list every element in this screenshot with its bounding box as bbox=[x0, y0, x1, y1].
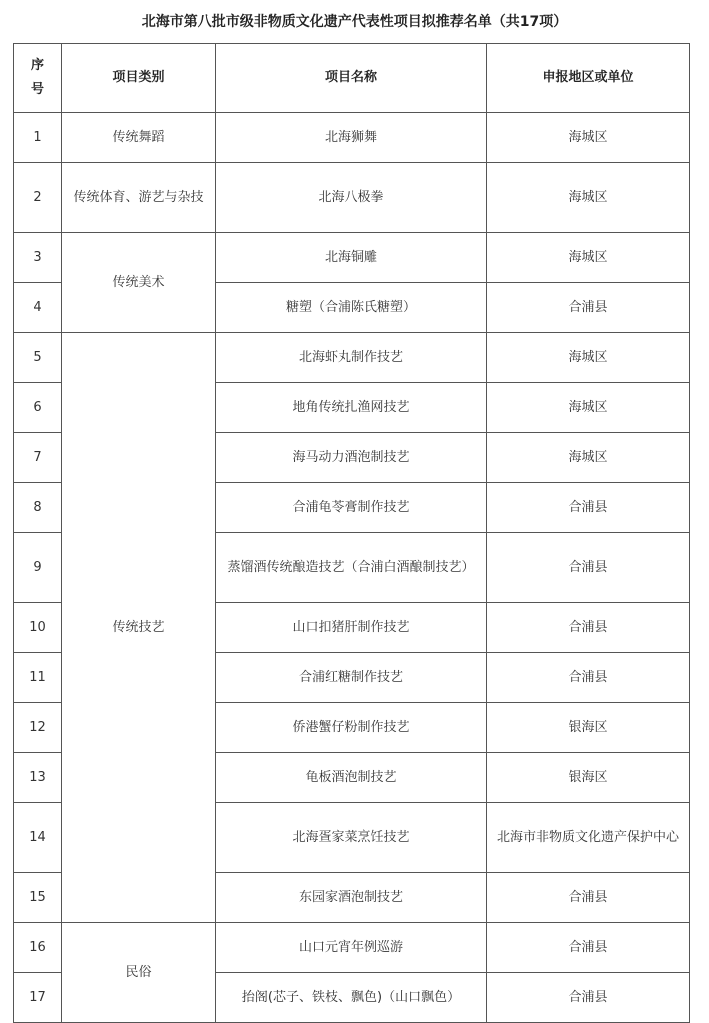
header-category: 项目类别 bbox=[62, 44, 216, 113]
category-cell: 传统美术 bbox=[62, 233, 216, 333]
seq-cell: 16 bbox=[14, 923, 62, 973]
region-cell: 北海市非物质文化遗产保护中心 bbox=[487, 803, 690, 873]
region-cell: 海城区 bbox=[487, 113, 690, 163]
region-cell: 合浦县 bbox=[487, 283, 690, 333]
project-name-cell: 合浦龟苓膏制作技艺 bbox=[216, 483, 487, 533]
project-name-cell: 合浦红糖制作技艺 bbox=[216, 653, 487, 703]
project-name-cell: 山口元宵年例巡游 bbox=[216, 923, 487, 973]
project-name-cell: 龟板酒泡制技艺 bbox=[216, 753, 487, 803]
seq-cell: 5 bbox=[14, 333, 62, 383]
project-name-cell: 东园家酒泡制技艺 bbox=[216, 873, 487, 923]
category-cell: 传统技艺 bbox=[62, 333, 216, 923]
table-row bbox=[14, 113, 690, 163]
project-name-cell: 抬阁(芯子、铁枝、飘色)（山口飘色） bbox=[216, 973, 487, 1023]
category-cell: 民俗 bbox=[62, 923, 216, 1023]
project-name-cell: 北海狮舞 bbox=[216, 113, 487, 163]
category-cell: 传统舞蹈 bbox=[62, 113, 216, 163]
project-name-cell: 侨港蟹仔粉制作技艺 bbox=[216, 703, 487, 753]
table-header-row bbox=[14, 44, 690, 113]
project-name-cell: 地角传统扎渔网技艺 bbox=[216, 383, 487, 433]
project-name-cell: 蒸馏酒传统酿造技艺（合浦白酒酿制技艺） bbox=[216, 533, 487, 603]
region-cell: 合浦县 bbox=[487, 873, 690, 923]
project-name-cell: 糖塑（合浦陈氏糖塑） bbox=[216, 283, 487, 333]
project-name-cell: 海马动力酒泡制技艺 bbox=[216, 433, 487, 483]
project-name-cell: 北海八极拳 bbox=[216, 163, 487, 233]
seq-cell: 8 bbox=[14, 483, 62, 533]
table-row bbox=[14, 923, 690, 973]
project-name-cell: 北海铜雕 bbox=[216, 233, 487, 283]
region-cell: 合浦县 bbox=[487, 483, 690, 533]
region-cell: 合浦县 bbox=[487, 533, 690, 603]
header-name: 项目名称 bbox=[216, 44, 487, 113]
project-name-cell: 山口扣猪肝制作技艺 bbox=[216, 603, 487, 653]
region-cell: 合浦县 bbox=[487, 923, 690, 973]
region-cell: 海城区 bbox=[487, 163, 690, 233]
header-region: 申报地区或单位 bbox=[487, 44, 690, 113]
region-cell: 海城区 bbox=[487, 233, 690, 283]
table-row bbox=[14, 233, 690, 283]
document-title: 北海市第八批市级非物质文化遗产代表性项目拟推荐名单（共17项） bbox=[141, 14, 568, 30]
seq-cell: 4 bbox=[14, 283, 62, 333]
region-cell: 海城区 bbox=[487, 383, 690, 433]
project-name-cell: 北海虾丸制作技艺 bbox=[216, 333, 487, 383]
region-cell: 海城区 bbox=[487, 433, 690, 483]
seq-cell: 13 bbox=[14, 753, 62, 803]
seq-cell: 3 bbox=[14, 233, 62, 283]
region-cell: 海城区 bbox=[487, 333, 690, 383]
region-cell: 合浦县 bbox=[487, 603, 690, 653]
project-name-cell: 北海疍家菜烹饪技艺 bbox=[216, 803, 487, 873]
seq-cell: 15 bbox=[14, 873, 62, 923]
region-cell: 银海区 bbox=[487, 703, 690, 753]
region-cell: 合浦县 bbox=[487, 653, 690, 703]
table-row bbox=[14, 163, 690, 233]
seq-cell: 12 bbox=[14, 703, 62, 753]
seq-cell: 6 bbox=[14, 383, 62, 433]
seq-cell: 14 bbox=[14, 803, 62, 873]
seq-cell: 11 bbox=[14, 653, 62, 703]
table-row bbox=[14, 333, 690, 383]
region-cell: 银海区 bbox=[487, 753, 690, 803]
seq-cell: 9 bbox=[14, 533, 62, 603]
seq-cell: 7 bbox=[14, 433, 62, 483]
seq-cell: 1 bbox=[14, 113, 62, 163]
category-cell: 传统体育、游艺与杂技 bbox=[62, 163, 216, 233]
seq-cell: 2 bbox=[14, 163, 62, 233]
region-cell: 合浦县 bbox=[487, 973, 690, 1023]
nominee-table bbox=[13, 43, 690, 1023]
header-seq: 序号 bbox=[14, 44, 62, 113]
seq-cell: 10 bbox=[14, 603, 62, 653]
seq-cell: 17 bbox=[14, 973, 62, 1023]
